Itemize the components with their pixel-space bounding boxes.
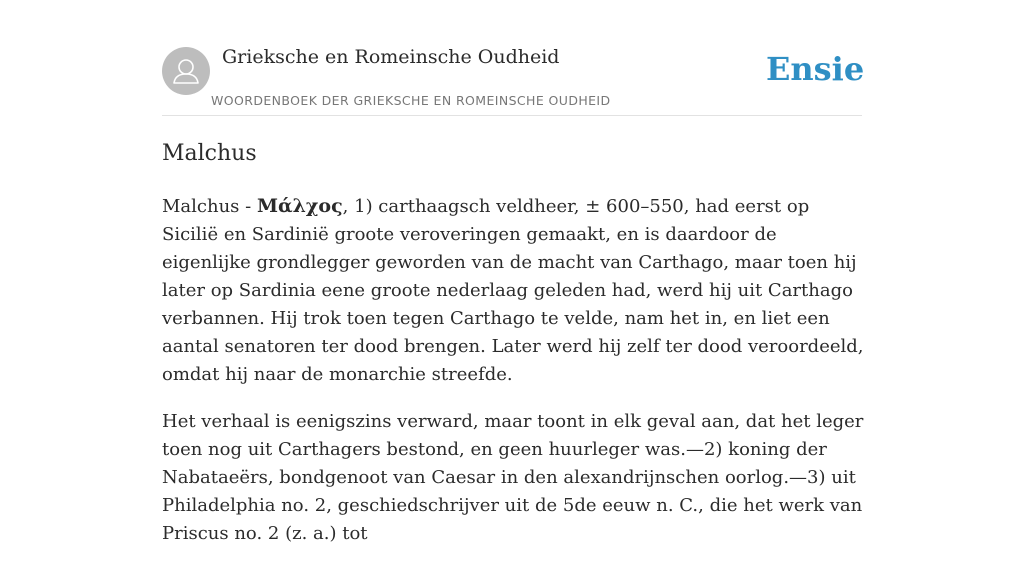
entry-paragraph	[162, 192, 866, 389]
entry-prefix: Malchus -	[162, 196, 257, 217]
entry-paragraph: Het verhaal is eenigszins verward, maar toont in elk geval aan, dat het leger toen nog uit Carthagers bestond, en geen huurleger was.—2) koning der Nabataeërs, bondgenoot van Caesar in den alexandrijnschen oorlog.—3) uit Philadelphia no. 2, geschiedschrijver uit de 5de eeuw n. C., die het werk van Priscus no. 2 (z. a.) tot	[162, 411, 864, 544]
brand-logo[interactable]: Ensie	[766, 50, 865, 88]
site-subtitle: WOORDENBOEK DER GRIEKSCHE EN ROMEINSCHE OUDHEID	[211, 93, 611, 108]
entry-title: Malchus	[162, 141, 257, 166]
header-divider	[162, 115, 862, 116]
site-title[interactable]: Grieksche en Romeinsche Oudheid	[222, 46, 560, 68]
user-icon	[162, 47, 210, 95]
greek-term: Μάλχος	[256, 195, 343, 217]
avatar	[162, 47, 210, 95]
entry-text: , 1) carthaagsch veldheer, ± 600–550, had eerst op Sicilië en Sardinië groote veroveringen gemaakt, en is daardoor de eigenlijke grondlegger geworden van de macht van Carthago, maar toen hij later op Sardinia eene groote nederlaag geleden had, werd hij uit Carthago verbannen. Hij trok toen tegen Carthago te velde, nam het in, en liet een aantal senatoren ter dood brengen. Later werd hij zelf ter dood veroordeeld, omdat hij naar de monarchie streefde.	[162, 196, 864, 385]
entry-content	[162, 192, 866, 567]
